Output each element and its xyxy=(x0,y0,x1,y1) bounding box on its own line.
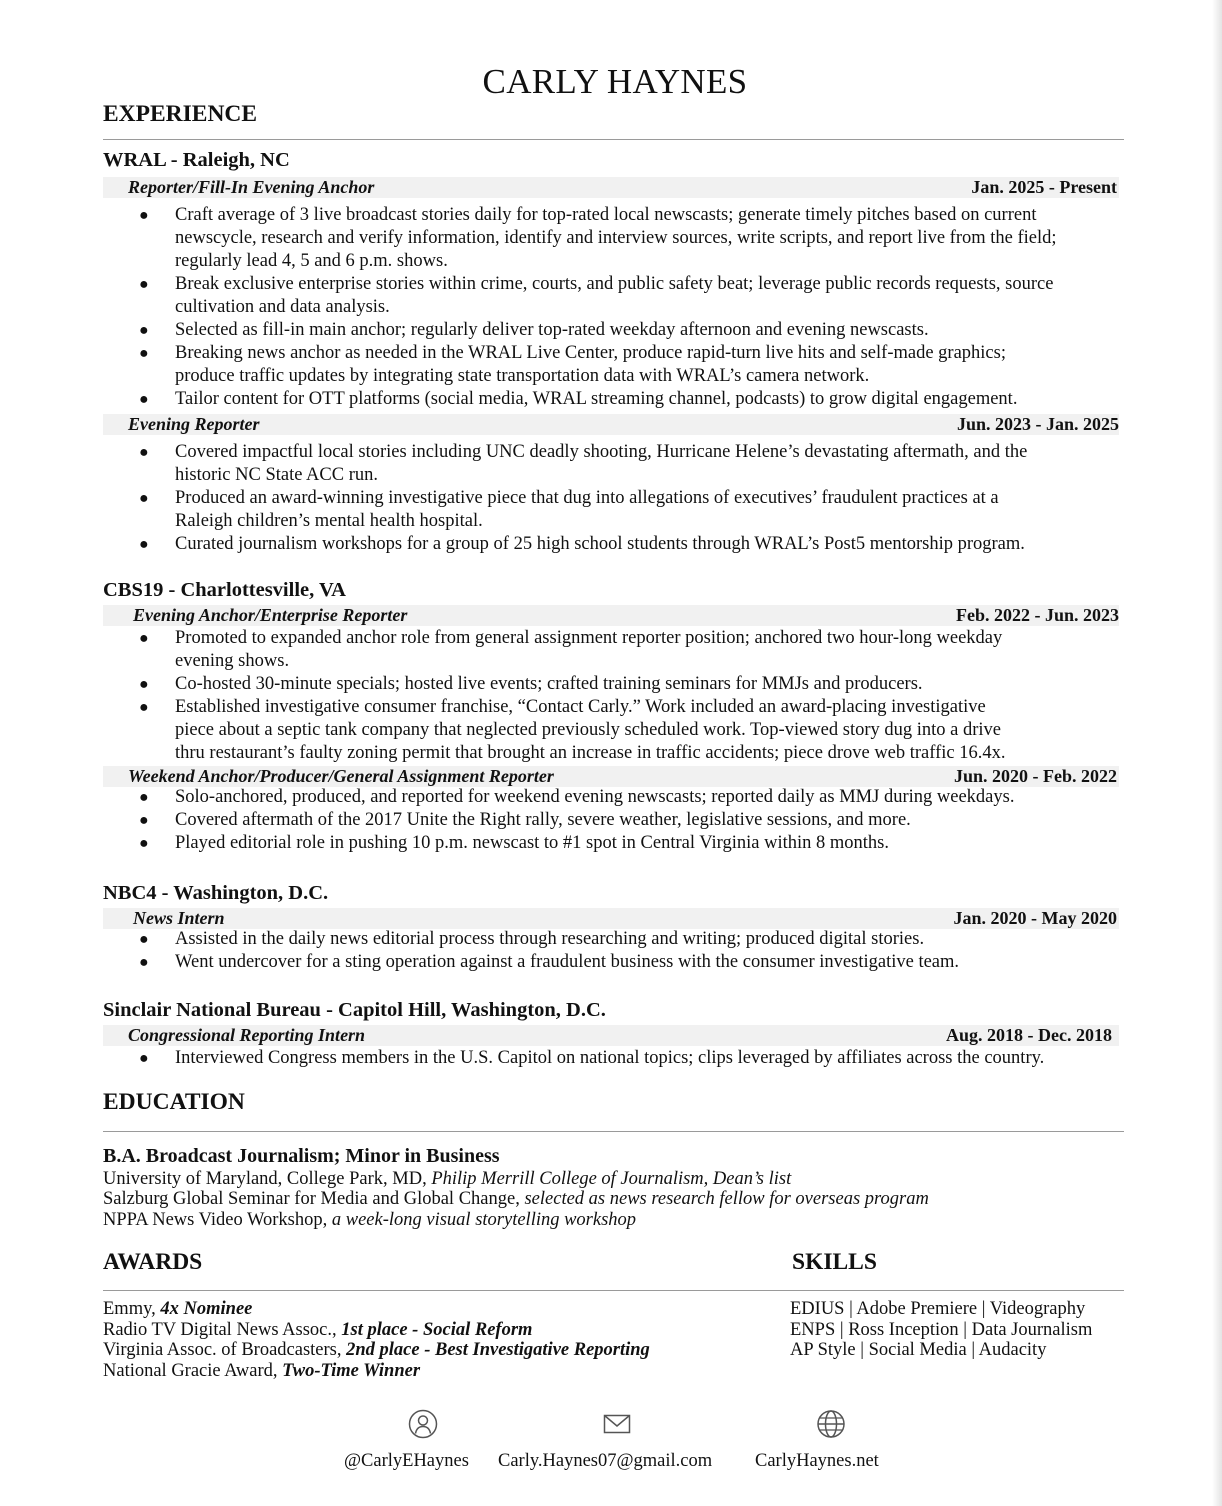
bullet-text: Raleigh children’s mental health hospital. xyxy=(175,511,483,531)
award-item: National Gracie Award, Two-Time Winner xyxy=(103,1361,421,1381)
award-item: Emmy, 4x Nominee xyxy=(103,1299,253,1319)
bullet-text: Solo-anchored, produced, and reported for weekend evening newscasts; reported daily as MMJ during weekdays. xyxy=(175,787,1015,807)
profile-icon[interactable] xyxy=(407,1408,439,1440)
bullet-text: produce traffic updates by integrating state transportation data with WRAL’s camera network. xyxy=(175,366,870,386)
skill-line: ENPS | Ross Inception | Data Journalism xyxy=(790,1320,1093,1340)
bullet-marker: ● xyxy=(139,276,149,293)
employer-sinclair: Sinclair National Bureau - Capitol Hill, Washington, D.C. xyxy=(103,999,606,1021)
bullet-marker: ● xyxy=(139,812,149,829)
experience-heading: EXPERIENCE xyxy=(103,101,258,127)
globe-icon[interactable] xyxy=(815,1408,847,1440)
role-dates: Aug. 2018 - Dec. 2018 xyxy=(946,1025,1112,1045)
experience-divider xyxy=(103,139,1124,140)
bullet-marker: ● xyxy=(139,676,149,693)
bullet-text: thru restaurant’s faulty zoning permit that brought an increase in traffic accidents; piece drove web traffic 16.4x. xyxy=(175,743,1006,763)
bullet-marker: ● xyxy=(139,789,149,806)
email-link[interactable]: Carly.Haynes07@gmail.com xyxy=(498,1451,713,1471)
resume-name: CARLY HAYNES xyxy=(482,62,748,101)
employer-nbc4: NBC4 - Washington, D.C. xyxy=(103,882,329,904)
award-item: Virginia Assoc. of Broadcasters, 2nd place - Best Investigative Reporting xyxy=(103,1340,650,1360)
bullet-text: Assisted in the daily news editorial process through researching and writing; produced digital stories. xyxy=(175,929,925,949)
bullet-marker: ● xyxy=(139,207,149,224)
bullet-text: Curated journalism workshops for a group of 25 high school students through WRAL’s Post5 mentorship program. xyxy=(175,534,1025,554)
bullet-text: Covered impactful local stories including UNC deadly shooting, Hurricane Helene’s devastating aftermath, and the xyxy=(175,442,1028,462)
bullet-text: newscycle, research and verify information, identify and interview sources, write scripts, and report live from the field; xyxy=(175,228,1057,248)
role-dates: Feb. 2022 - Jun. 2023 xyxy=(955,605,1119,625)
education-line: Salzburg Global Seminar for Media and Global Change, selected as news research fellow for overseas program xyxy=(103,1189,929,1209)
bullet-text: Went undercover for a sting operation against a fraudulent business with the consumer investigative team. xyxy=(175,952,960,972)
bullet-marker: ● xyxy=(139,490,149,507)
bullet-marker: ● xyxy=(139,699,149,716)
role-title: News Intern xyxy=(133,908,225,928)
bullet-text: Established investigative consumer franchise, “Contact Carly.” Work included an award-placing investigative xyxy=(175,697,986,717)
bullet-text: Produced an award-winning investigative piece that dug into allegations of executives’ fraudulent practices at a xyxy=(175,488,999,508)
bullet-text: Covered aftermath of the 2017 Unite the Right rally, severe weather, legislative sessions, and more. xyxy=(175,810,911,830)
awards-heading: AWARDS xyxy=(103,1249,203,1275)
role-title: Evening Anchor/Enterprise Reporter xyxy=(133,605,408,625)
role-title: Reporter/Fill-In Evening Anchor xyxy=(128,177,375,197)
bullet-text: piece about a septic tank company that neglected previously scheduled work. Top-viewed story dug into a drive xyxy=(175,720,1001,740)
employer-wral: WRAL - Raleigh, NC xyxy=(103,149,290,171)
bullet-text: Interviewed Congress members in the U.S. Capitol on national topics; clips leveraged by affiliates across the country. xyxy=(175,1048,1045,1068)
education-divider xyxy=(103,1131,1124,1132)
awards-skills-divider xyxy=(103,1290,1124,1291)
role-dates: Jan. 2025 - Present xyxy=(971,177,1117,197)
bullet-text: Break exclusive enterprise stories within crime, courts, and public safety beat; leverage public records requests, source xyxy=(175,274,1054,294)
degree: B.A. Broadcast Journalism; Minor in Business xyxy=(103,1145,500,1167)
skill-line: EDIUS | Adobe Premiere | Videography xyxy=(790,1299,1086,1319)
bullet-marker: ● xyxy=(139,954,149,971)
award-item: Radio TV Digital News Assoc., 1st place - Social Reform xyxy=(103,1320,533,1340)
bullet-marker: ● xyxy=(139,444,149,461)
bullet-text: Tailor content for OTT platforms (social media, WRAL streaming channel, podcasts) to grow digital engagement. xyxy=(175,389,1018,409)
role-title: Congressional Reporting Intern xyxy=(128,1025,366,1045)
skills-heading: SKILLS xyxy=(792,1249,877,1275)
role-title: Weekend Anchor/Producer/General Assignment Reporter xyxy=(128,766,554,786)
role-title: Evening Reporter xyxy=(128,414,260,434)
education-line: NPPA News Video Workshop, a week-long visual storytelling workshop xyxy=(103,1210,637,1230)
bullet-marker: ● xyxy=(139,391,149,408)
bullet-marker: ● xyxy=(139,931,149,948)
social-handle-link[interactable]: @CarlyEHaynes xyxy=(344,1451,469,1471)
bullet-text: regularly lead 4, 5 and 6 p.m. shows. xyxy=(175,251,448,271)
bullet-marker: ● xyxy=(139,630,149,647)
skill-line: AP Style | Social Media | Audacity xyxy=(790,1340,1047,1360)
bullet-marker: ● xyxy=(139,835,149,852)
envelope-icon[interactable] xyxy=(601,1408,633,1440)
role-dates: Jun. 2023 - Jan. 2025 xyxy=(956,414,1119,434)
education-heading: EDUCATION xyxy=(103,1089,245,1115)
bullet-text: Co-hosted 30-minute specials; hosted live events; crafted training seminars for MMJs and producers. xyxy=(175,674,923,694)
bullet-marker: ● xyxy=(139,1050,149,1067)
bullet-text: Played editorial role in pushing 10 p.m. newscast to #1 spot in Central Virginia within 8 months. xyxy=(175,833,889,853)
employer-cbs19: CBS19 - Charlottesville, VA xyxy=(103,579,346,601)
bullet-text: historic NC State ACC run. xyxy=(175,465,378,485)
bullet-text: Craft average of 3 live broadcast stories daily for top-rated local newscasts; generate timely pitches based on current xyxy=(175,205,1037,225)
role-dates: Jun. 2020 - Feb. 2022 xyxy=(953,766,1117,786)
bullet-text: Breaking news anchor as needed in the WRAL Live Center, produce rapid-turn live hits and self-made graphics; xyxy=(175,343,1006,363)
bullet-marker: ● xyxy=(139,536,149,553)
bullet-text: cultivation and data analysis. xyxy=(175,297,390,317)
bullet-text: Selected as fill-in main anchor; regularly deliver top-rated weekday afternoon and evening newscasts. xyxy=(175,320,929,340)
bullet-marker: ● xyxy=(139,322,149,339)
education-line: University of Maryland, College Park, MD, Philip Merrill College of Journalism, Dean’s list xyxy=(103,1169,792,1189)
bullet-text: evening shows. xyxy=(175,651,290,671)
bullet-marker: ● xyxy=(139,345,149,362)
role-dates: Jan. 2020 - May 2020 xyxy=(953,908,1117,928)
bullet-text: Promoted to expanded anchor role from general assignment reporter position; anchored two hour-long weekday xyxy=(175,628,1003,648)
page-edge-shadow xyxy=(1212,0,1222,1506)
website-link[interactable]: CarlyHaynes.net xyxy=(755,1451,879,1471)
